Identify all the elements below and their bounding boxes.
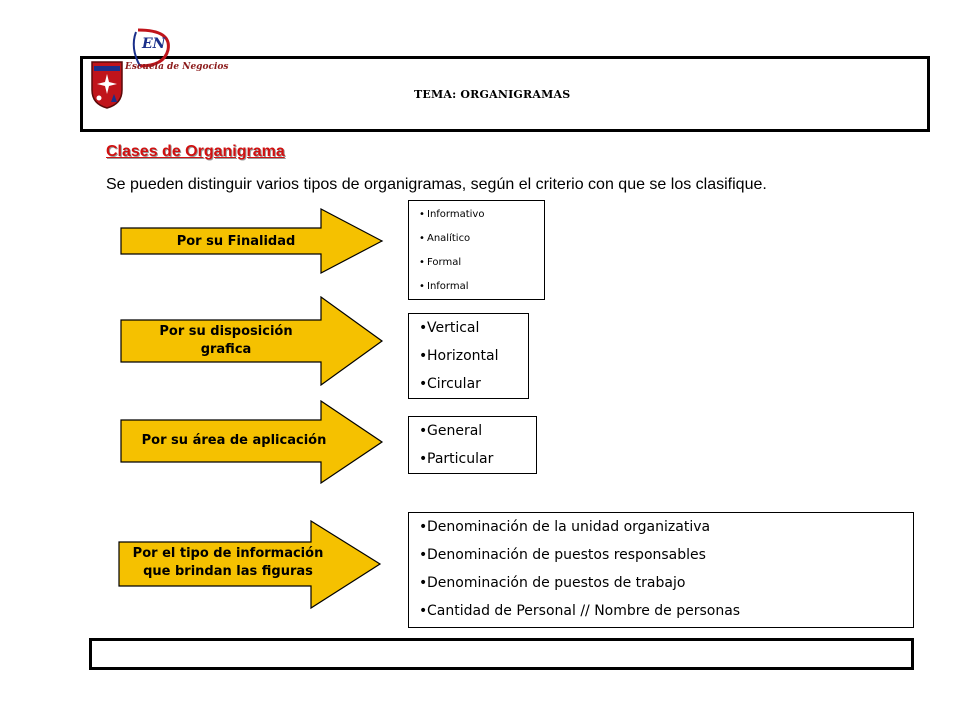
category-label-finalidad: Por su Finalidad bbox=[176, 234, 296, 249]
category-label-line1: Por su disposición bbox=[159, 324, 293, 339]
list-item: • Particular bbox=[419, 445, 536, 473]
page-topic-title: TEMA: ORGANIGRAMAS bbox=[414, 88, 571, 101]
list-item: • Analítico bbox=[419, 227, 544, 251]
category-label-line1: Por el tipo de información bbox=[132, 546, 324, 561]
logo-school-name: Escuela de Negocios bbox=[125, 62, 229, 72]
footer-frame bbox=[89, 638, 914, 670]
list-item: • Denominación de puestos responsables bbox=[419, 541, 913, 569]
list-item: • Informativo bbox=[419, 203, 544, 227]
logo-monogram-text: EN bbox=[142, 36, 166, 52]
options-box-finalidad bbox=[408, 200, 545, 300]
category-label-tipo-informacion bbox=[118, 545, 338, 581]
options-box-area-aplicacion bbox=[408, 416, 537, 474]
section-title: Clases de Organigrama bbox=[106, 143, 285, 160]
list-item: • Circular bbox=[419, 370, 528, 398]
intro-text: Se pueden distinguir varios tipos de organigramas, según el criterio con que se los clasifique. bbox=[106, 176, 767, 193]
list-item: • Denominación de la unidad organizativa bbox=[419, 513, 913, 541]
category-label-line2: grafica bbox=[200, 342, 252, 357]
list-item: • Vertical bbox=[419, 314, 528, 342]
list-item: • Denominación de puestos de trabajo bbox=[419, 569, 913, 597]
category-label-disposicion bbox=[126, 323, 326, 359]
list-item: • General bbox=[419, 417, 536, 445]
list-item: • Horizontal bbox=[419, 342, 528, 370]
list-item: • Formal bbox=[419, 251, 544, 275]
options-box-tipo-informacion bbox=[408, 512, 914, 628]
school-shield-logo bbox=[90, 60, 124, 110]
list-item: • Informal bbox=[419, 275, 544, 299]
category-label-line2: que brindan las figuras bbox=[143, 564, 313, 579]
category-label-area-aplicacion: Por su área de aplicación bbox=[141, 433, 327, 448]
options-box-disposicion bbox=[408, 313, 529, 399]
list-item: • Cantidad de Personal // Nombre de personas bbox=[419, 597, 913, 625]
